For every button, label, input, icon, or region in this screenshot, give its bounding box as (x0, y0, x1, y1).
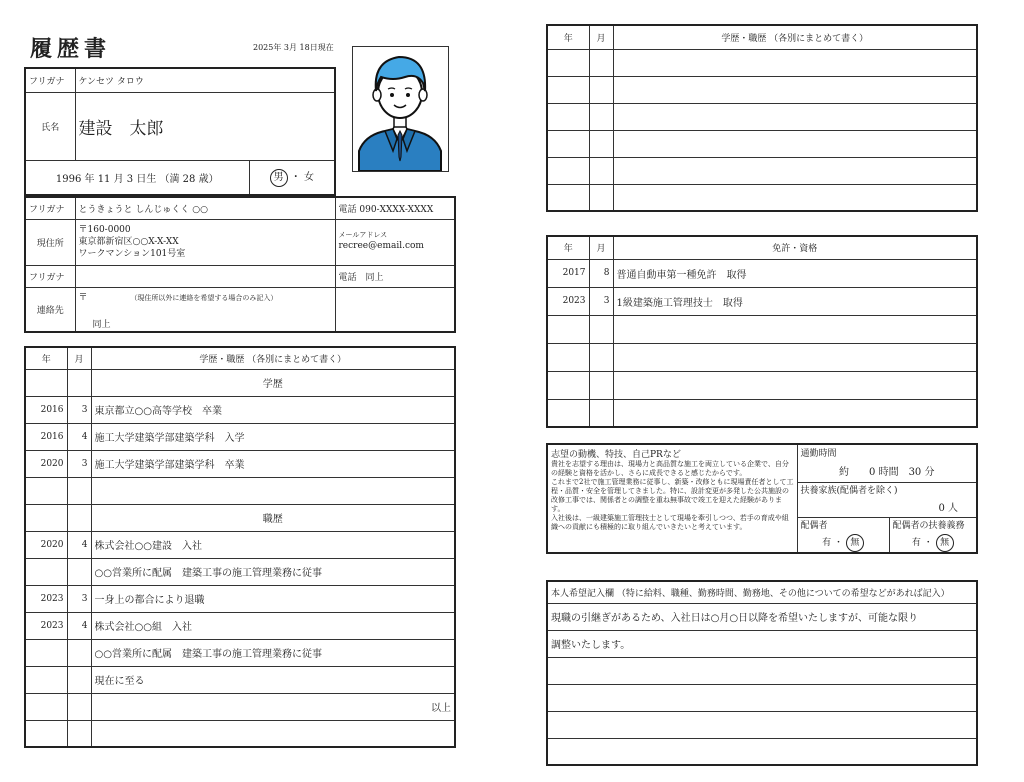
history-row (25, 504, 455, 531)
history-desc-cell[interactable] (91, 720, 455, 747)
history2-year-cell[interactable] (547, 103, 589, 130)
email-label: メールアドレス (338, 231, 388, 239)
request-line-empty[interactable] (547, 738, 977, 765)
license-row (547, 343, 977, 371)
history-desc-cell[interactable]: 学歴 (91, 369, 455, 396)
history2-desc-cell[interactable] (613, 157, 977, 184)
request-line-empty[interactable] (547, 657, 977, 684)
license-year-cell[interactable]: 2017 (547, 259, 589, 287)
history-header-desc: 学歴・職歴 （各別にまとめて書く） (91, 347, 455, 369)
history-month-cell[interactable]: 4 (67, 612, 91, 639)
history2-row (547, 130, 977, 157)
contact-label: 連絡先 (25, 287, 75, 332)
history2-row (547, 157, 977, 184)
history2-year-cell[interactable] (547, 157, 589, 184)
history-month-cell[interactable]: 3 (67, 396, 91, 423)
history-desc-cell[interactable]: 以上 (91, 693, 455, 720)
history-month-cell[interactable] (67, 558, 91, 585)
history-row (25, 477, 455, 504)
spouse-support-label: 配偶者の扶養義務 (892, 520, 965, 531)
history2-row (547, 49, 977, 76)
history-header-month: 月 (67, 347, 91, 369)
contact-phone-value[interactable] (335, 287, 455, 332)
gender-field[interactable] (249, 160, 335, 195)
furigana-label: フリガナ (25, 68, 75, 92)
history-year-cell[interactable]: 2016 (25, 396, 67, 423)
personal-info-table (24, 67, 336, 196)
resume-page-right (512, 0, 1024, 782)
history-desc-cell[interactable]: 施工大学建築学部建築学科 卒業 (91, 450, 455, 477)
license-month-cell[interactable] (589, 399, 613, 427)
history-desc-cell[interactable]: 職歴 (91, 504, 455, 531)
gender-separator: ・ (290, 171, 301, 183)
history2-year-cell[interactable] (547, 49, 589, 76)
history2-row (547, 76, 977, 103)
history-row (25, 369, 455, 396)
license-row (547, 287, 977, 315)
resume-title: 履歴書 (30, 36, 112, 62)
history-desc-cell[interactable]: 株式会社○○組 入社 (91, 612, 455, 639)
history2-header-desc: 学歴・職歴 （各別にまとめて書く） (613, 25, 977, 49)
history2-month-cell[interactable] (589, 76, 613, 103)
history-year-cell[interactable] (25, 369, 67, 396)
spouse-support-field[interactable] (889, 517, 977, 553)
motivation-paragraph-2: これまで2社で施工管理業務に従事し、新築・改修ともに現場責任者として工程・品質・安全を管理してきました。特に、設計変更が多発した公共施設の改修工事では、関係者との調整を重ね無事故で竣工を迎えた経験があります。 (551, 478, 794, 513)
avatar-illustration (353, 47, 448, 171)
address-value[interactable] (75, 219, 335, 265)
motivation-paragraph-3: 入社後は、一級建築施工管理技士として現場を牽引しつつ、若手の育成や組織への貢献にも積極的に取り組んでいきたいと考えています。 (551, 514, 789, 531)
license-desc-cell[interactable] (613, 343, 977, 371)
contact-furigana-label: フリガナ (25, 265, 75, 287)
request-line-empty[interactable] (547, 684, 977, 711)
history-month-cell[interactable] (67, 504, 91, 531)
license-desc-cell[interactable]: 普通自動車第一種免許 取得 (613, 259, 977, 287)
history-year-cell[interactable]: 2020 (25, 531, 67, 558)
history2-month-cell[interactable] (589, 130, 613, 157)
history2-row (547, 103, 977, 130)
contact-value[interactable] (75, 287, 335, 332)
history2-year-cell[interactable] (547, 130, 589, 157)
history-desc-cell[interactable]: 東京都立○○高等学校 卒業 (91, 396, 455, 423)
history-desc-cell[interactable]: 施工大学建築学部建築学科 入学 (91, 423, 455, 450)
license-year-cell[interactable] (547, 343, 589, 371)
address-label: 現住所 (25, 219, 75, 265)
history-row (25, 423, 455, 450)
history2-row (547, 184, 977, 211)
birth-date[interactable]: 1996 年 11 月 3 日生 （満 28 歳） (25, 160, 249, 195)
dependents-label: 扶養家族(配偶者を除く) (797, 482, 977, 497)
history2-header-month: 月 (589, 25, 613, 49)
history2-year-cell[interactable] (547, 76, 589, 103)
history-desc-cell[interactable] (91, 477, 455, 504)
history-year-cell[interactable] (25, 558, 67, 585)
license-row (547, 371, 977, 399)
motivation-paragraph-1: 貴社を志望する理由は、現場力と高品質な施工を両立している企業で、自分の経験と資格を活かし、さらに成長できると感じたからです。 (551, 460, 789, 477)
history-row (25, 531, 455, 558)
license-desc-cell[interactable] (613, 371, 977, 399)
address-postal: 〒160-0000 (78, 225, 131, 235)
history2-desc-cell[interactable] (613, 49, 977, 76)
contact-phone[interactable]: 電話 同上 (335, 265, 455, 287)
history-month-cell[interactable]: 4 (67, 423, 91, 450)
contact-same: 同上 (92, 319, 111, 330)
license-year-cell[interactable]: 2023 (547, 287, 589, 315)
support-separator: ・ (923, 537, 933, 548)
contact-postal: 〒 (78, 292, 88, 303)
spouse-yes[interactable]: 有 (822, 537, 832, 548)
history-row (25, 639, 455, 666)
license-desc-cell[interactable] (613, 315, 977, 343)
license-month-cell[interactable]: 3 (589, 287, 613, 315)
licenses-table (546, 235, 978, 428)
commute-value[interactable]: 約 0 時間 30 分 (797, 459, 977, 482)
history-row (25, 666, 455, 693)
photo-box (352, 46, 449, 172)
history-desc-cell[interactable]: 株式会社○○建設 入社 (91, 531, 455, 558)
request-line-1[interactable]: 現職の引継ぎがあるため、入社日は○月○日以降を希望いたしますが、可能な限り (547, 603, 977, 630)
email-value: recree@email.com (338, 241, 424, 251)
address-line1: 東京都新宿区○○X-X-XX (78, 237, 179, 247)
history-year-cell[interactable]: 2023 (25, 585, 67, 612)
support-no-circled[interactable]: 無 (936, 534, 954, 552)
address-table (24, 196, 456, 333)
history2-desc-cell[interactable] (613, 130, 977, 157)
history-desc-cell[interactable]: 一身上の都合により退職 (91, 585, 455, 612)
email-field[interactable] (335, 219, 455, 265)
request-line-2[interactable]: 調整いたします。 (547, 630, 977, 657)
commute-label: 通勤時間 (797, 444, 977, 459)
spouse-field[interactable] (797, 517, 889, 553)
history-desc-cell[interactable]: 現在に至る (91, 666, 455, 693)
history2-header-year: 年 (547, 25, 589, 49)
spouse-separator: ・ (834, 537, 844, 548)
history-year-cell[interactable]: 2023 (25, 612, 67, 639)
license-row (547, 315, 977, 343)
name-label: 氏名 (25, 92, 75, 160)
history2-month-cell[interactable] (589, 49, 613, 76)
history-row (25, 585, 455, 612)
request-table (546, 580, 978, 766)
history-row (25, 450, 455, 477)
history-year-cell[interactable]: 2020 (25, 450, 67, 477)
license-year-cell[interactable] (547, 315, 589, 343)
license-desc-cell[interactable] (613, 399, 977, 427)
history-desc-cell[interactable]: ○○営業所に配属 建築工事の施工管理業務に従事 (91, 558, 455, 585)
history-table (24, 346, 456, 748)
license-year-cell[interactable] (547, 371, 589, 399)
license-month-cell[interactable]: 8 (589, 259, 613, 287)
history-month-cell[interactable] (67, 369, 91, 396)
history-year-cell[interactable] (25, 720, 67, 747)
history2-month-cell[interactable] (589, 184, 613, 211)
history-year-cell[interactable] (25, 639, 67, 666)
resume-date: 2025年 3月 18日現在 (253, 43, 334, 52)
history-rows (25, 369, 455, 747)
license-year-cell[interactable] (547, 399, 589, 427)
spouse-label: 配偶者 (800, 520, 828, 531)
license-header-month: 月 (589, 236, 613, 259)
history-row (25, 558, 455, 585)
contact-note: （現住所以外に連絡を希望する場合のみ記入） (130, 293, 278, 302)
license-header-desc: 免許・資格 (613, 236, 977, 259)
motivation-field[interactable] (547, 444, 797, 553)
history-row (25, 693, 455, 720)
address-furigana-value[interactable]: とうきょうと しんじゅくく ○○ (75, 197, 335, 219)
history-month-cell[interactable]: 4 (67, 531, 91, 558)
history2-month-cell[interactable] (589, 103, 613, 130)
request-line-empty[interactable] (547, 711, 977, 738)
history-month-cell[interactable] (67, 639, 91, 666)
license-month-cell[interactable] (589, 343, 613, 371)
history-year-cell[interactable]: 2016 (25, 423, 67, 450)
history-continued-table (546, 24, 978, 212)
spouse-no-circled[interactable]: 無 (846, 534, 864, 552)
history-year-cell[interactable] (25, 666, 67, 693)
history-month-cell[interactable] (67, 477, 91, 504)
history-month-cell[interactable]: 3 (67, 450, 91, 477)
furigana-value[interactable]: ケンセツ タロウ (75, 68, 335, 92)
license-row (547, 259, 977, 287)
license-month-cell[interactable] (589, 371, 613, 399)
history-year-cell[interactable] (25, 477, 67, 504)
history-row (25, 396, 455, 423)
gender-male-circled[interactable]: 男 (270, 169, 288, 187)
history-month-cell[interactable] (67, 666, 91, 693)
request-label: 本人希望記入欄 （特に給料、職種、勤務時間、勤務地、その他についての希望などがあれば記入） (547, 581, 977, 603)
motivation-table (546, 443, 978, 554)
history-month-cell[interactable] (67, 693, 91, 720)
motivation-label: 志望の動機、特技、自己PRなど (551, 450, 681, 460)
license-desc-cell[interactable]: 1級建築施工管理技士 取得 (613, 287, 977, 315)
history-header-year: 年 (25, 347, 67, 369)
name-value[interactable]: 建設 太郎 (75, 92, 335, 160)
license-rows (547, 259, 977, 427)
address-furigana-label: フリガナ (25, 197, 75, 219)
history-year-cell[interactable] (25, 693, 67, 720)
history-month-cell[interactable] (67, 720, 91, 747)
history2-year-cell[interactable] (547, 184, 589, 211)
dependents-value[interactable]: 0 人 (797, 497, 977, 517)
license-header-year: 年 (547, 236, 589, 259)
history2-month-cell[interactable] (589, 157, 613, 184)
history-desc-cell[interactable]: ○○営業所に配属 建築工事の施工管理業務に従事 (91, 639, 455, 666)
history2-desc-cell[interactable] (613, 103, 977, 130)
contact-furigana-value[interactable] (75, 265, 335, 287)
history-year-cell[interactable] (25, 504, 67, 531)
history2-desc-cell[interactable] (613, 184, 977, 211)
license-month-cell[interactable] (589, 315, 613, 343)
history-month-cell[interactable]: 3 (67, 585, 91, 612)
support-yes[interactable]: 有 (911, 537, 921, 548)
history2-desc-cell[interactable] (613, 76, 977, 103)
address-phone[interactable]: 電話 090-XXXX-XXXX (335, 197, 455, 219)
history-row (25, 720, 455, 747)
address-line2: ワークマンション101号室 (78, 249, 186, 259)
history-row (25, 612, 455, 639)
history2-rows (547, 49, 977, 211)
license-row (547, 399, 977, 427)
gender-female[interactable]: 女 (303, 171, 314, 183)
